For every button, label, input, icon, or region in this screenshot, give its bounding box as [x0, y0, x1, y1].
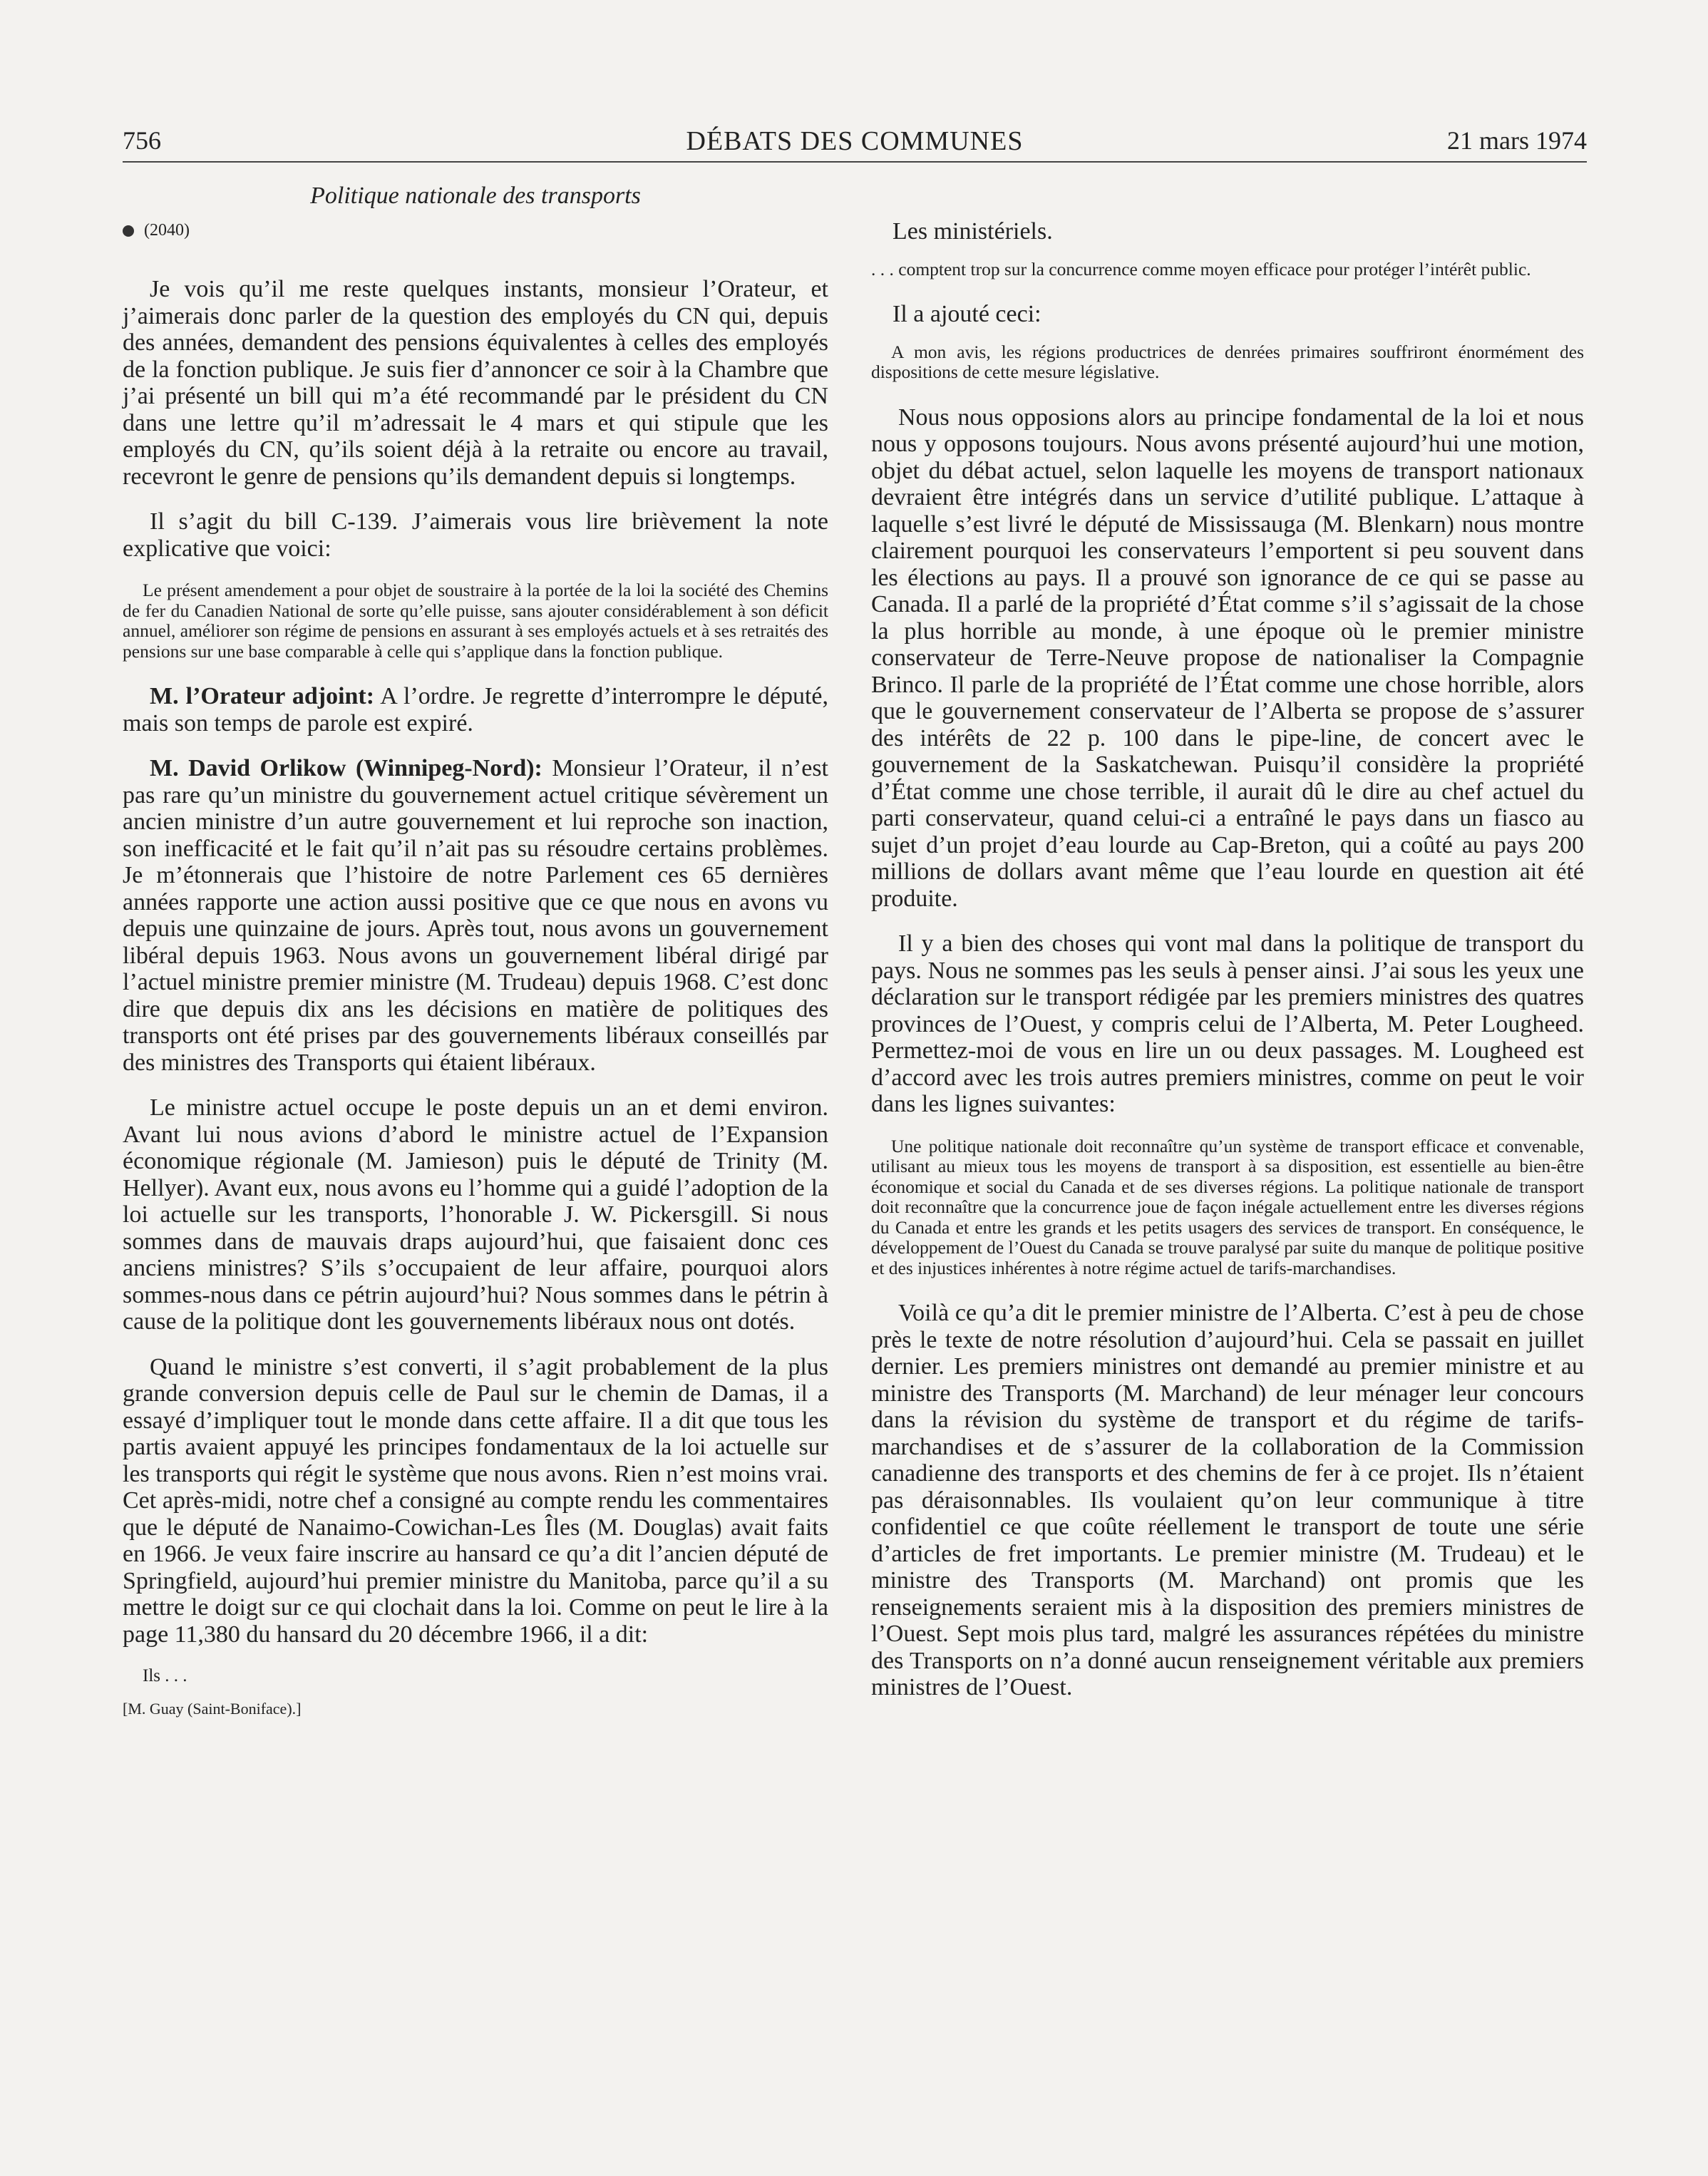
timestamp-text: (2040)	[144, 221, 190, 240]
paragraph: Quand le ministre s’est converti, il s’agit probablement de la plus grande conversion depuis celle de Paul sur le chemin de Damas, il a essayé d’impliquer tout le monde dans cette affaire. Il a dit que tous les partis avaient appuyé les principes fondamentaux de la loi actuelle sur les transports qui régit le système que nous avons. Rien n’est moins vrai. Cet après-midi, notre chef a consigné au compte rendu les commentaires que le député de Nanaimo-Cowichan-Les Îles (M. Douglas) avait faits en 1966. Je veux faire inscrire au hansard ce qu’a dit l’ancien député de Springfield, aujourd’hui premier ministre du Manitoba, parce qu’il a su mettre le doigt sur ce qui clochait dans la loi. Comme on peut le lire à la page 11,380 du hansard du 20 décembre 1966, il a dit:	[123, 1353, 828, 1648]
right-column	[871, 218, 1584, 1720]
page-header	[123, 125, 1587, 161]
running-title: DÉBATS DES COMMUNES	[686, 126, 1024, 156]
block-quote: Le présent amendement a pour objet de soustraire à la portée de la loi la société des Chemins de fer du Canadien National de sorte qu’elle puisse, sans ajouter considérablement à son déficit annuel, améliorer son régime de pensions en assurant à ses employés actuels et à ses retraités des pensions sur une base comparable à celle qui s’applique dans la fonction publique.	[123, 580, 828, 662]
speaker-attribution: [M. Guay (Saint-Boniface).]	[123, 1700, 302, 1718]
block-quote: Une politique nationale doit reconnaître qu’un système de transport efficace et convenable, utilisant au mieux tous les moyens de transport à sa disposition, est essentielle au bien-être économique et social du Canada et de ses diverses régions. La politique nationale de transport doit reconnaître que la concurrence joue de façon inégale actuellement entre les diverses régions du Canada et entre les grands et les petits usagers des services de transport. En conséquence, le développement de l’Ouest du Canada se trouve paralysé par suite du manque de politique positive et des injustices inhérentes à notre régime actuel de tarifs-marchandises.	[871, 1135, 1584, 1278]
left-column	[123, 180, 828, 1732]
paragraph: Je vois qu’il me reste quelques instants, monsieur l’Orateur, et j’aimerais donc parler de la question des employés du CN qui, depuis des années, demandent des pensions équivalentes à celles des employés de la fonction publique. Je suis fier d’annoncer ce soir à la Chambre que j’ai présenté un bill qui m’a été recommandé par le président du CN dans une lettre qu’il m’adressait le 4 mars et qui stipule que les employés du CN, qu’ils soient déjà à la retraite ou encore au travail, recevront le genre de pensions qu’ils demandent depuis si longtemps.	[123, 276, 828, 490]
paragraph: Les ministériels.	[892, 218, 1053, 245]
speech-text: A l’ordre. Je regrette d’interrompre le député, mais son temps de parole est expiré.	[123, 683, 828, 737]
paragraph: Le ministre actuel occupe le poste depuis un an et demi environ. Avant lui nous avions d’abord le ministre actuel de l’Expansion économique régionale (M. Jamieson) puis le député de Trinity (M. Hellyer). Avant eux, nous avons eu l’homme qui a guidé l’adoption de la loi actuelle sur les transports, l’honorable J. W. Pickersgill. Si nous sommes dans de mauvais draps aujourd’hui, que faisaient donc ces anciens ministres? S’ils s’occupaient de leur affaire, pourquoi alors sommes-nous dans ce pétrin aujourd’hui? Nous sommes dans le pétrin à cause de la politique dont les gouvernements libéraux nous ont dotés.	[123, 1094, 828, 1335]
block-quote: A mon avis, les régions productrices de denrées primaires souffriront énormément des dispositions de cette mesure législative.	[871, 341, 1584, 382]
paragraph: Il s’agit du bill C-139. J’aimerais vous lire brièvement la note explicative que voici:	[123, 508, 828, 562]
paragraph: Il y a bien des choses qui vont mal dans la politique de transport du pays. Nous ne sommes pas les seuls à penser ainsi. J’ai sous les yeux une déclaration sur le transport rédigée par les premiers ministres des quatres provinces de l’Ouest, y compris celui de l’Alberta, M. Peter Lougheed. Permettez-moi de vous en lire un ou deux passages. M. Lougheed est d’accord avec les trois autres premiers ministres, comme on peut le voir dans les lignes suivantes:	[871, 930, 1584, 1117]
block-quote: . . . comptent trop sur la concurrence comme moyen efficace pour protéger l’intérêt public.	[871, 258, 1531, 279]
timestamp	[123, 221, 828, 240]
header-date: 21 mars 1974	[1447, 126, 1587, 155]
speech-text: Monsieur l’Orateur, il n’est pas rare qu’un ministre du gouvernement actuel critique sévèrement un ancien ministre d’un autre gouvernement et lui reproche son inaction, son inefficacité et le fait qu’il n’ait pas su résoudre certains problèmes. Je m’étonnerais que l’histoire de notre Parlement ces 65 dernières années rapporte une action aussi positive que ce que nous en avons vu depuis une quinzaine de jours. Après tout, nous avons un gouvernement libéral depuis 1963. Nous avons un gouvernement libéral dirigé par l’actuel ministre premier ministre (M. Trudeau) depuis 1968. C’est donc dire que depuis dix ans les décisions en matière de politiques des transports ont été prises par des gouvernements libéraux conseillés par des ministres des Transports qui étaient libéraux.	[123, 755, 828, 1076]
quote-fragment: Ils . . .	[143, 1666, 187, 1685]
header-rule	[123, 161, 1587, 163]
margin-mark-icon	[123, 225, 134, 237]
paragraph: Nous nous opposions alors au principe fondamental de la loi et nous nous y opposons toujours. Nous avons présenté aujourd’hui une motion, objet du débat actuel, selon laquelle les moyens de transport nationaux devraient être intégrés dans un service d’utilité publique. L’attaque à laquelle s’est livré le député de Mississauga (M. Blenkarn) nous montre clairement pourquoi les conservateurs l’emportent si peu souvent dans les élections au pays. Il a prouvé son ignorance de ce qui se passe au Canada. Il a parlé de la propriété d’État comme s’il s’agissait de la chose la plus horrible au monde, à une époque où le premier ministre conservateur de Terre-Neuve propose de nationaliser la Compagnie Brinco. Il parle de la propriété de l’État comme une chose horrible, alors que le gouvernement conservateur de l’Alberta se propose de s’assurer des intérêts de 22 p. 100 dans le pipe-line, de concert avec le gouvernement de la Saskatchewan. Puisqu’il considère la propriété d’État comme une chose terrible, il aurait dû le dire au chef actuel du parti conservateur, quand celui-ci a entraîné le pays dans un fiasco au sujet d’un projet d’eau lourde au Cap-Breton, qui a coûté au pays 200 millions de dollars avant même que l’eau lourde en question ait été produite.	[871, 404, 1584, 912]
paragraph: Il a ajouté ceci:	[892, 301, 1041, 327]
speech	[123, 683, 828, 737]
speech	[123, 755, 828, 1076]
section-title: Politique nationale des transports	[310, 183, 641, 209]
speaker-name: M. David Orlikow (Winnipeg-Nord):	[150, 755, 542, 781]
paragraph: Voilà ce qu’a dit le premier ministre de l’Alberta. C’est à peu de chose près le texte de notre résolution d’aujourd’hui. Cela se passait en juillet dernier. Les premiers ministres ont demandé au premier ministre et au ministre des Transports (M. Marchand) de leur ménager leur concours dans la révision du système de transport et du régime de tarifs-marchandises et de s’assurer de la collaboration de la Commission canadienne des transports et des chemins de fer à ce projet. Ils n’étaient pas déraisonnables. Ils voulaient qu’on leur communique à titre confidentiel ce que coûte réellement le transport de toute une série d’articles de fret importants. Le premier ministre (M. Trudeau) et le ministre des Transports (M. Marchand) ont promis que les renseignements seraient mis à la disposition des premiers ministres de l’Ouest. Sept mois plus tard, malgré les assurances répétées du ministre des Transports on n’a donné aucun renseignement véritable aux premiers ministres de l’Ouest.	[871, 1300, 1584, 1700]
speaker-name: M. l’Orateur adjoint:	[150, 683, 375, 709]
page-number: 756	[123, 126, 161, 155]
